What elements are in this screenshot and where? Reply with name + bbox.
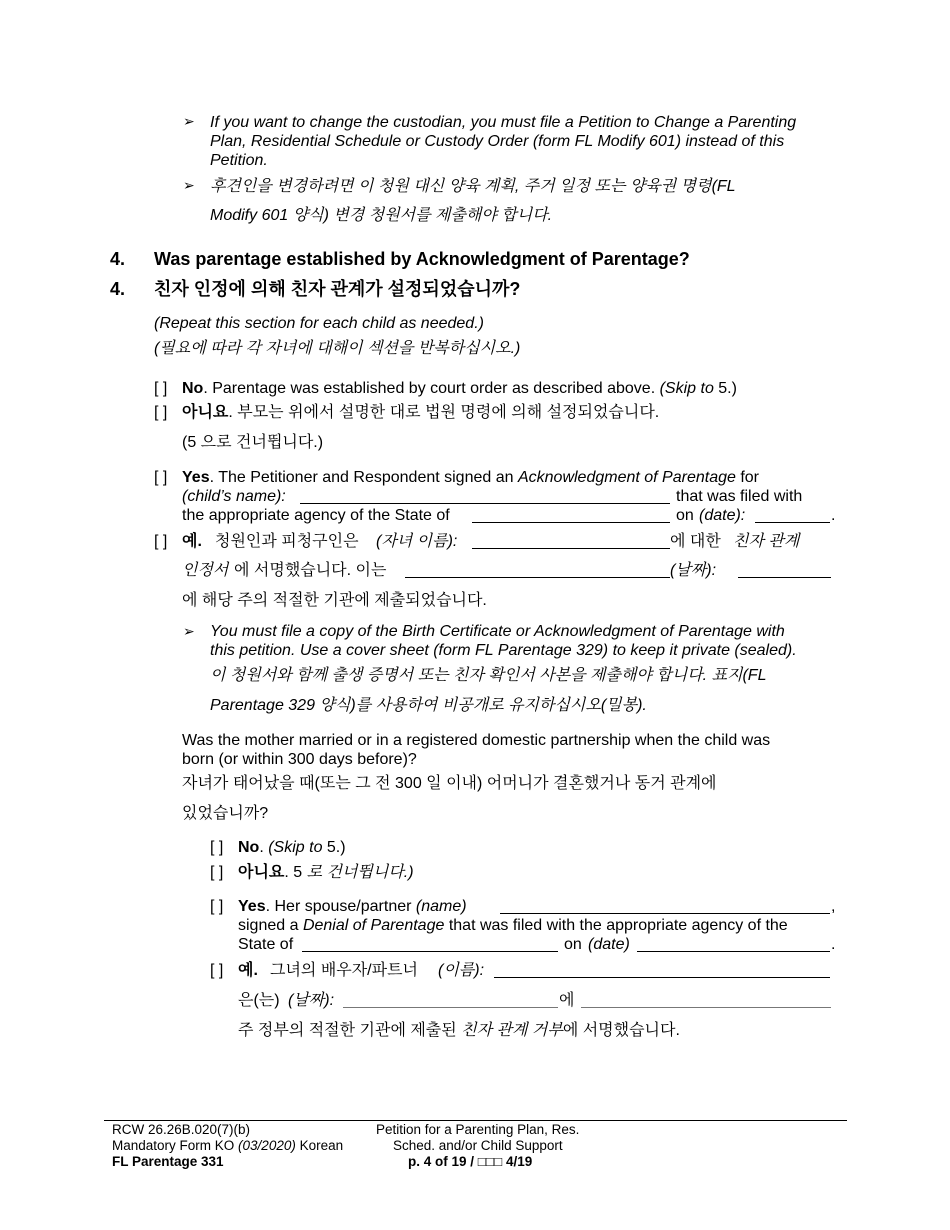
- date-field[interactable]: [755, 508, 830, 523]
- sub-no-skip: (Skip to: [268, 839, 327, 856]
- sub-yes-label-ko: 예.: [238, 962, 258, 979]
- yes-text-a: . The Petitioner and Respondent signed an: [209, 469, 518, 486]
- mother-question-en-1: Was the mother married or in a registered domestic partnership when the child was: [182, 732, 771, 749]
- state-field[interactable]: [472, 508, 670, 523]
- bullet-arrow-icon: ➢: [183, 177, 195, 193]
- comma: ,: [831, 898, 836, 915]
- sub-no-skip-num: 5.): [326, 839, 346, 856]
- mother-question-ko-2: 있었습니까?: [182, 805, 269, 822]
- sub-no-dot: .: [259, 839, 269, 856]
- bullet-custodian-ko-2: Modify 601 양식) 변경 청원서를 제출해야 합니다.: [210, 207, 553, 224]
- childs-name-label: (child’s name):: [182, 488, 286, 505]
- filed-with-text: that was filed with: [676, 488, 803, 505]
- footer-title-1: Petition for a Parenting Plan, Res.: [376, 1122, 580, 1137]
- checkbox-yes-ko[interactable]: [ ]: [154, 533, 168, 550]
- no-skip: (Skip to: [659, 380, 719, 397]
- sub-state-field-ko[interactable]: [581, 993, 831, 1008]
- yes-ko-signed: 에 서명했습니다. 이는: [234, 562, 387, 579]
- sub-on: on: [564, 936, 582, 953]
- checkbox-no[interactable]: [ ]: [154, 380, 168, 397]
- footer-mandatory: [112, 1138, 343, 1154]
- sub-no-text-ko: . 5: [284, 864, 307, 881]
- footer-mandatory-date: (03/2020): [238, 1138, 296, 1153]
- section-number: 4.: [110, 279, 126, 299]
- no-label-ko: 아니요: [182, 404, 229, 421]
- sub-yes-ko-a: 그녀의 배우자/파트너: [270, 962, 418, 979]
- footer-form: FL Parentage 331: [112, 1154, 224, 1169]
- footer-mandatory-b: Korean: [295, 1138, 344, 1153]
- sub-yes-ko-date: (날짜):: [288, 992, 335, 1009]
- date-label: (date):: [699, 507, 746, 524]
- birth-bullet-en-1: You must file a copy of the Birth Certificate or Acknowledgment of Parentage with: [210, 623, 785, 640]
- sub-yes-name: (name): [415, 898, 467, 915]
- sub-yes-ko-name: (이름):: [438, 962, 485, 979]
- spouse-name-field-ko[interactable]: [494, 963, 830, 978]
- sub-yes-ko-last-b: 에 서명했습니다.: [562, 1022, 680, 1039]
- checkbox-sub-yes[interactable]: [ ]: [210, 898, 224, 915]
- checkbox-sub-no-ko[interactable]: [ ]: [210, 864, 224, 881]
- no-skip-num: 5.): [718, 380, 737, 397]
- sub-no-skip-ko: 로 건너뜁니다.): [306, 864, 414, 881]
- footer-title-2: Sched. and/or Child Support: [393, 1138, 563, 1153]
- bullet-custodian-ko-1: 후견인을 변경하려면 이 청원 대신 양육 계획, 주거 일정 또는 양육권 명령(FL: [210, 178, 736, 195]
- repeat-note-ko: (필요에 따라 각 자녀에 대해이 섹션을 반복하십시오.): [154, 340, 521, 357]
- repeat-note-en: (Repeat this section for each child as needed.): [154, 315, 484, 332]
- section-heading-ko: 친자 인정에 의해 친자 관계가 설정되었습니까?: [154, 279, 521, 299]
- checkbox-no-ko[interactable]: [ ]: [154, 404, 168, 421]
- no-label: No: [182, 380, 204, 397]
- yes-text-c: for: [735, 469, 760, 486]
- sub-yes-signed: signed a: [238, 917, 303, 934]
- yes-ko-about: 에 대한: [670, 533, 721, 550]
- agency-text: the appropriate agency of the State of: [182, 507, 450, 524]
- sub-yes-ko-last: [238, 1021, 680, 1040]
- no-skip-ko: (5 으로 건너뜁니다.): [182, 434, 324, 451]
- sub-yes-state: State of: [238, 936, 294, 953]
- sub-yes-filed: that was filed with the appropriate agency of the: [444, 917, 788, 934]
- sub-yes-ko-last-a: 주 정부의 적절한 기관에 제출된: [238, 1022, 457, 1039]
- sub-yes-ko-eun: 은(는): [238, 992, 280, 1009]
- no-option-ko: [182, 403, 659, 422]
- sub-no-label-ko: 아니요: [238, 864, 285, 881]
- sub-date-field-ko[interactable]: [343, 993, 558, 1008]
- yes-ko-a: 청원인과 피청구인은: [215, 533, 359, 550]
- date-field-ko[interactable]: [738, 563, 831, 578]
- yes-label-ko: 예.: [182, 533, 202, 550]
- checkbox-yes[interactable]: [ ]: [154, 469, 168, 486]
- section-heading-en: Was parentage established by Acknowledgment of Parentage?: [154, 249, 690, 269]
- yes-ko-date: (날짜):: [670, 562, 717, 579]
- yes-ko-ack: 친자 관계: [733, 533, 800, 550]
- sub-no-ko: [238, 863, 414, 882]
- birth-bullet-en-2: this petition. Use a cover sheet (form FL Parentage 329) to keep it private (sealed).: [210, 642, 797, 659]
- sub-yes-line2: [238, 916, 788, 935]
- yes-line1: [182, 468, 759, 487]
- footer-mandatory-a: Mandatory Form KO: [112, 1138, 239, 1153]
- bullet-arrow-icon: ➢: [183, 113, 195, 129]
- footer-rcw: RCW 26.26B.020(7)(b): [112, 1122, 251, 1137]
- spouse-name-field[interactable]: [500, 899, 830, 914]
- sub-yes-ko-denial: 친자 관계 거부: [461, 1022, 563, 1039]
- sub-state-field[interactable]: [302, 937, 558, 952]
- denial-parentage: Denial of Parentage: [302, 917, 445, 934]
- bullet-custodian-en-1: If you want to change the custodian, you must file a Petition to Change a Parenting: [210, 114, 797, 131]
- checkbox-sub-no[interactable]: [ ]: [210, 839, 224, 856]
- mother-question-en-2: born (or within 300 days before)?: [182, 751, 417, 768]
- sub-yes-ko-e: 에: [559, 992, 575, 1009]
- yes-ko-filed: 에 해당 주의 적절한 기관에 제출되었습니다.: [182, 592, 487, 609]
- no-option-en: [182, 379, 737, 398]
- filed-field-ko[interactable]: [405, 563, 670, 578]
- bullet-arrow-icon: ➢: [183, 623, 195, 639]
- sub-yes-line1: [238, 897, 467, 916]
- no-text: . Parentage was established by court order as described above.: [203, 380, 660, 397]
- yes-label: Yes: [182, 469, 210, 486]
- mother-question-ko-1: 자녀가 태어났을 때(또는 그 전 300 일 이내) 어머니가 결혼했거나 동거 관계에: [182, 775, 717, 792]
- bullet-custodian-en-2: Plan, Residential Schedule or Custody Order (form FL Modify 601) instead of this: [210, 133, 785, 150]
- footer-divider: [104, 1120, 847, 1121]
- period: .: [831, 507, 836, 524]
- yes-ko-ack2: 인정서: [182, 562, 229, 579]
- sub-yes-label: Yes: [238, 898, 266, 915]
- sub-yes-a: . Her spouse/partner: [265, 898, 416, 915]
- sub-no-label: No: [238, 839, 260, 856]
- sub-date-label: (date): [588, 936, 630, 953]
- child-name-field-ko[interactable]: [472, 534, 670, 549]
- birth-bullet-ko-1: 이 청원서와 함께 출생 증명서 또는 친자 확인서 사본을 제출해야 합니다. 표지(FL: [210, 667, 767, 684]
- footer-page: p. 4 of 19 / □□□ 4/19: [408, 1154, 533, 1169]
- section-number: 4.: [110, 249, 126, 269]
- birth-bullet-ko-2: Parentage 329 양식)를 사용하여 비공개로 유지하십시오(밀봉).: [210, 697, 647, 714]
- ack-parentage: Acknowledgment of Parentage: [517, 469, 736, 486]
- on-text: on: [676, 507, 694, 524]
- child-name-field[interactable]: [300, 489, 670, 504]
- no-text-ko: . 부모는 위에서 설명한 대로 법원 명령에 의해 설정되었습니다.: [228, 404, 660, 421]
- yes-ko-child: (자녀 이름):: [376, 533, 458, 550]
- bullet-custodian-en-3: Petition.: [210, 152, 268, 169]
- sub-no-en: [238, 838, 346, 857]
- period-2: .: [831, 936, 836, 953]
- checkbox-sub-yes-ko[interactable]: [ ]: [210, 962, 224, 979]
- sub-date-field[interactable]: [637, 937, 830, 952]
